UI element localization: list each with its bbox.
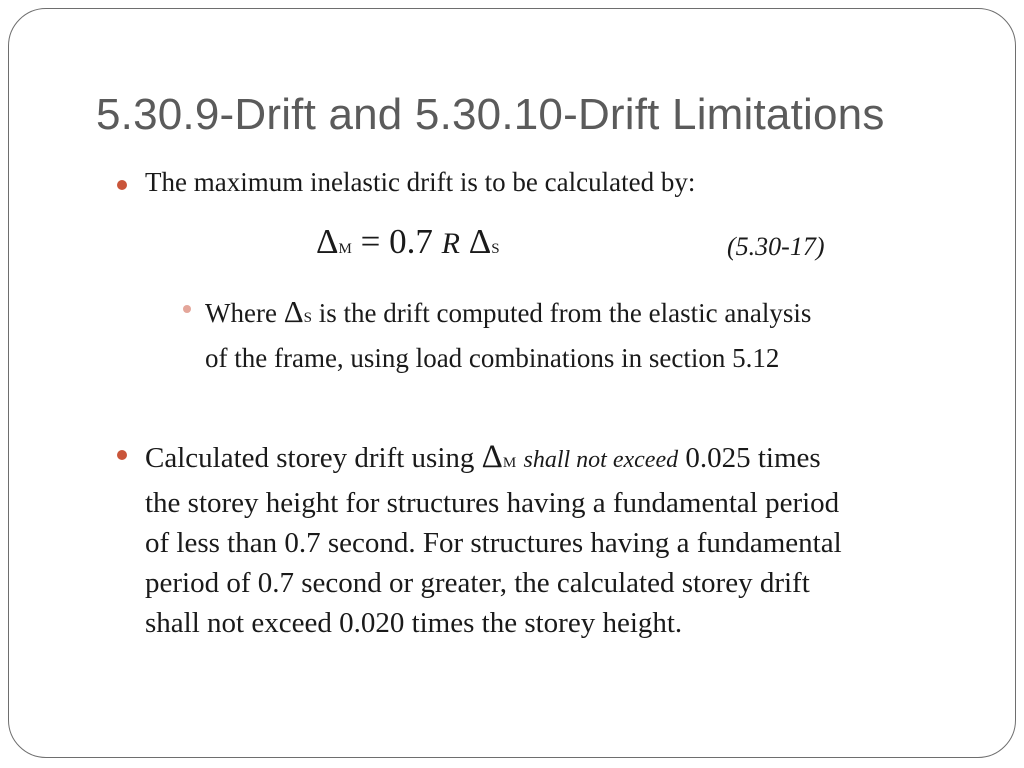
subscript-m: M (502, 455, 517, 471)
subscript-s: S (491, 241, 500, 257)
bullet-2-line-1-rest: is the drift computed from the elastic analysis (311, 298, 812, 328)
drift-formula (316, 222, 500, 262)
bullet-3-line-1-rest: 0.025 times (678, 442, 821, 474)
bullet-3-line-2: the storey height for structures having a fundamental period (145, 487, 840, 519)
bullet-3-line-5: shall not exceed 0.020 times the storey height. (145, 607, 683, 639)
bullet-3-emphasis: shall not exceed (523, 447, 679, 473)
subscript-m: M (338, 241, 352, 257)
bullet-3-line-3: of less than 0.7 second. For structures having a fundamental (145, 527, 842, 559)
delta-symbol: Δ (481, 439, 503, 475)
delta-symbol: Δ (316, 222, 339, 261)
bullet-3-prefix: Calculated storey drift using (145, 442, 482, 474)
bullet-3-line-4: period of 0.7 second or greater, the calculated storey drift (145, 567, 810, 599)
bullet-3-text (145, 437, 842, 643)
bullet-marker (117, 450, 127, 460)
bullet-2-line-2: of the frame, using load combinations in section 5.12 (205, 343, 780, 373)
formula-r: R (441, 227, 460, 260)
bullet-3-line-1 (145, 437, 842, 483)
equation-reference: (5.30-17) (727, 232, 825, 261)
subscript-s: S (303, 310, 312, 326)
bullet-2-line-1 (205, 292, 811, 338)
formula-equals-coefficient: = 0.7 (351, 222, 442, 261)
sub-bullet-marker (183, 305, 191, 313)
delta-symbol: Δ (283, 294, 304, 329)
bullet-marker (117, 180, 127, 190)
bullet-2-prefix: Where (205, 298, 284, 328)
bullet-1-text: The maximum inelastic drift is to be calculated by: (145, 167, 696, 197)
slide-title: 5.30.9-Drift and 5.30.10-Drift Limitations (96, 90, 885, 139)
bullet-2-text (205, 292, 811, 378)
delta-symbol: Δ (468, 222, 492, 261)
